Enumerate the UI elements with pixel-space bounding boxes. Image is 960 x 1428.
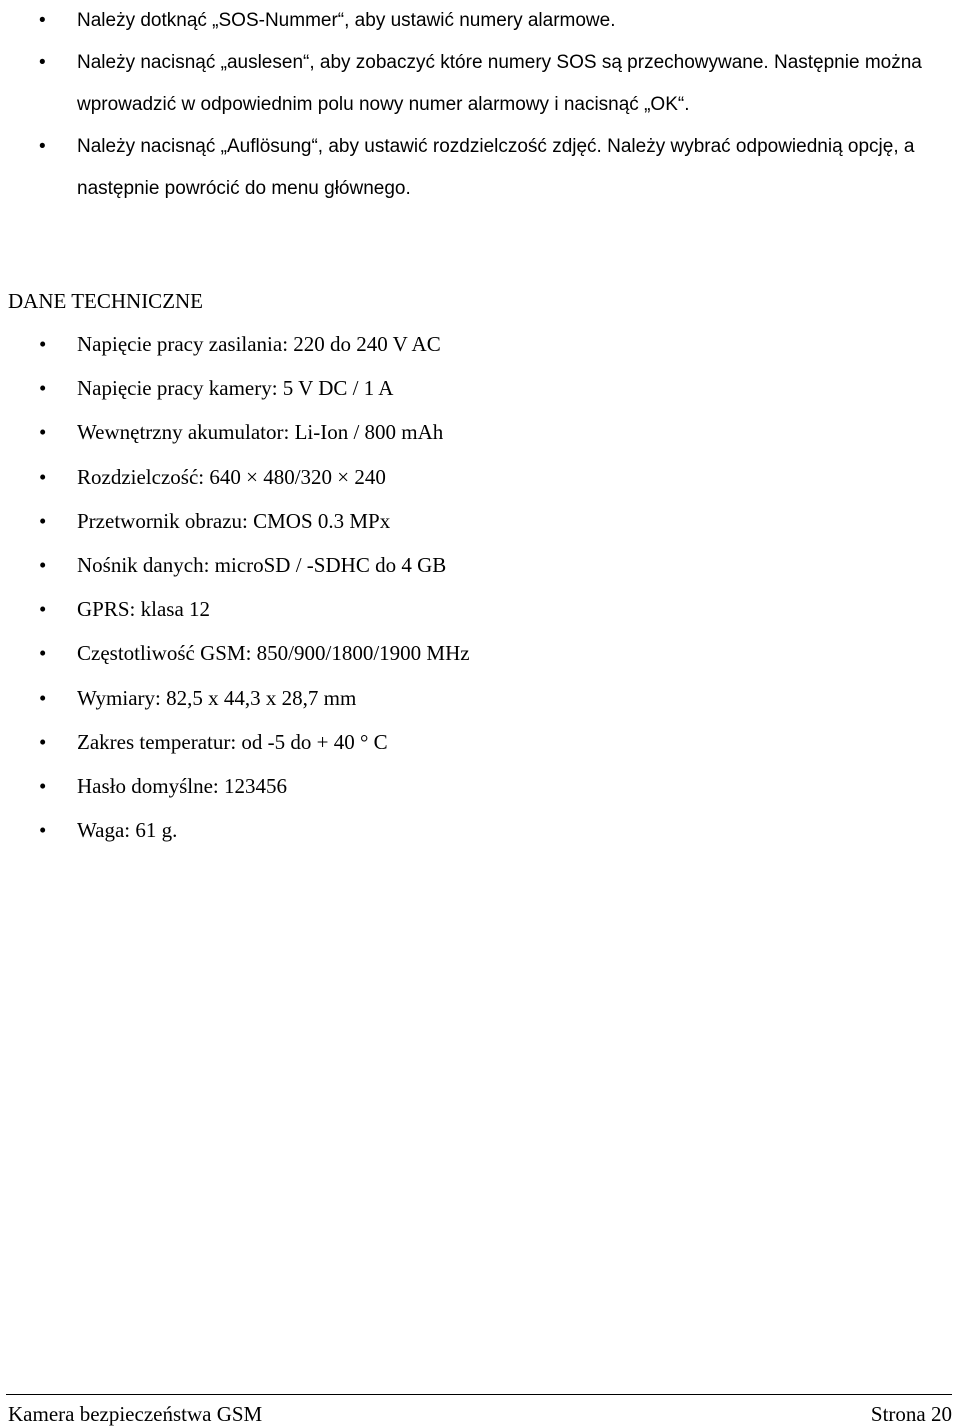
instruction-list: [0, 0, 960, 210]
spec-item: [0, 461, 960, 505]
instruction-item: [0, 0, 960, 42]
spec-text: Wewnętrzny akumulator: Li-Ion / 800 mAh: [77, 420, 444, 445]
bullet-icon: •: [39, 729, 47, 754]
spec-text: Napięcie pracy zasilania: 220 do 240 V AC: [77, 332, 441, 356]
instruction-text: Należy nacisnąć „auslesen“, aby zobaczyć które numery SOS są przechowywane. Następnie można wprowadzić w odpowiednim polu nowy numer alarmowy i nacisnąć „OK“.: [77, 52, 922, 115]
bullet-icon: •: [39, 376, 47, 401]
bullet-icon: •: [39, 10, 46, 31]
spec-item: [0, 372, 960, 416]
spec-text: Hasło domyślne: 123456: [77, 773, 287, 798]
page-footer: [6, 1394, 952, 1428]
spec-text: Nośnik danych: microSD / -SDHC do 4 GB: [77, 552, 447, 577]
spec-item: [0, 416, 960, 460]
bullet-icon: •: [39, 818, 47, 843]
spec-item: [0, 637, 960, 681]
bullet-icon: •: [39, 332, 47, 356]
spec-text: Przetwornik obrazu: CMOS 0.3 MPx: [77, 508, 391, 533]
spec-text: Rozdzielczość: 640 × 480/320 × 240: [77, 464, 386, 489]
spec-item: [0, 549, 960, 593]
spec-item: [0, 328, 960, 372]
bullet-icon: •: [39, 552, 47, 577]
page-number: Strona 20: [870, 1402, 952, 1426]
bullet-icon: •: [39, 597, 47, 622]
spec-text: Waga: 61 g.: [77, 818, 178, 843]
bullet-icon: •: [39, 685, 47, 710]
bullet-icon: •: [39, 52, 46, 73]
spec-text: GPRS: klasa 12: [77, 597, 211, 622]
spec-item: [0, 770, 960, 814]
spec-text: Wymiary: 82,5 x 44,3 x 28,7 mm: [77, 685, 357, 710]
spec-text: Częstotliwość GSM: 850/900/1800/1900 MHz: [77, 641, 470, 666]
bullet-icon: •: [39, 773, 47, 798]
spec-item: [0, 593, 960, 637]
spec-text: Zakres temperatur: od -5 do + 40 ° C: [77, 729, 388, 754]
footer-title: Kamera bezpieczeństwa GSM: [8, 1402, 263, 1426]
bullet-icon: •: [39, 464, 47, 489]
bullet-icon: •: [39, 508, 47, 533]
spec-item: [0, 726, 960, 770]
bullet-icon: •: [39, 136, 46, 157]
bullet-icon: •: [39, 420, 47, 445]
spec-list: [0, 328, 960, 858]
spec-text: Napięcie pracy kamery: 5 V DC / 1 A: [77, 376, 394, 401]
instruction-text: Należy nacisnąć „Auflösung“, aby ustawić rozdzielczość zdjęć. Należy wybrać odpowiednią opcję, a następnie powrócić do menu głównego.: [77, 136, 915, 199]
instruction-item: [0, 126, 960, 210]
spec-item: [0, 682, 960, 726]
section-title: DANE TECHNICZNE: [8, 289, 204, 313]
instruction-item: [0, 42, 960, 126]
bullet-icon: •: [39, 641, 47, 666]
instruction-text: Należy dotknąć „SOS-Nummer“, aby ustawić numery alarmowe.: [77, 10, 616, 31]
spec-item: [0, 814, 960, 858]
spec-item: [0, 505, 960, 549]
